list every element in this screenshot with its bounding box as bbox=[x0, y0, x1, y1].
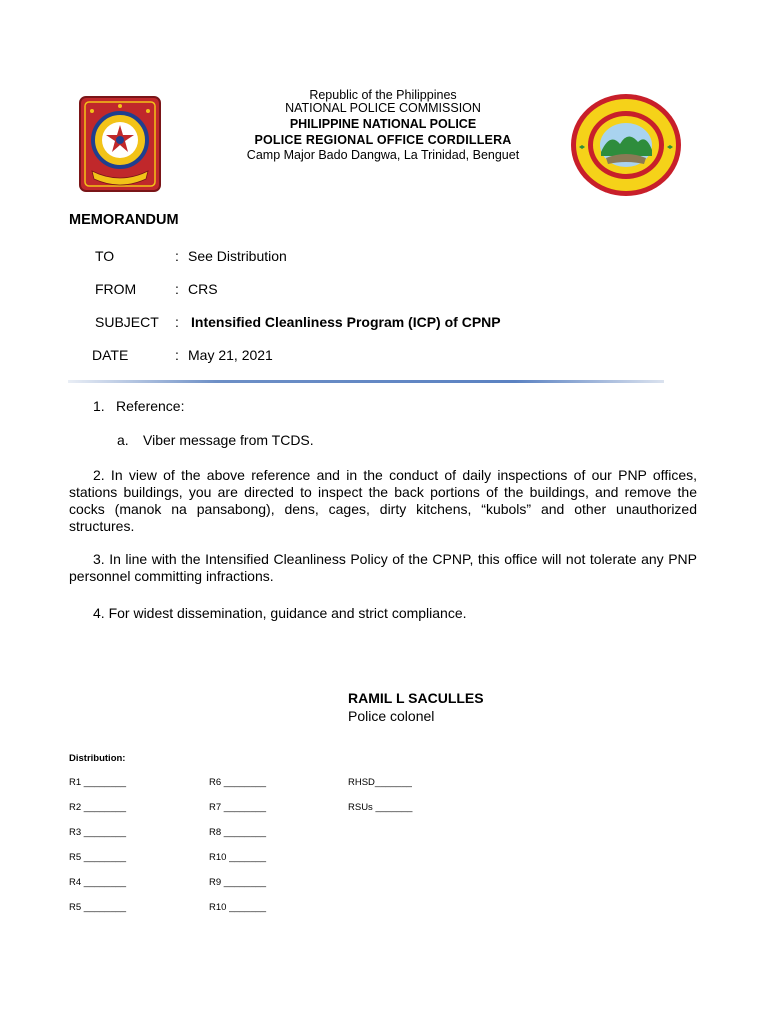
dist-item: R10 _______ bbox=[209, 852, 267, 863]
dist-item: R8 ________ bbox=[209, 827, 267, 838]
header-address: Camp Major Bado Dangwa, La Trinidad, Benguet bbox=[246, 148, 520, 162]
dist-item: R5 ________ bbox=[69, 852, 127, 863]
dist-item: R9 ________ bbox=[209, 877, 267, 888]
signatory-title: Police colonel bbox=[348, 708, 435, 724]
from-colon: : bbox=[175, 281, 179, 297]
dist-item: RHSD_______ bbox=[348, 777, 412, 788]
memo-title: MEMORANDUM bbox=[69, 212, 179, 228]
header-pnp: PHILIPPINE NATIONAL POLICE bbox=[289, 117, 477, 131]
header-regional-office: POLICE REGIONAL OFFICE CORDILLERA bbox=[254, 133, 512, 147]
para2: 2. In view of the above reference and in the conduct of daily inspections of our PNP offices, stations buildings, you are directed to inspect the back portions of the buildings, and remove the cocks (manok na pansabong), dens, cages, dirty kitchens, “kubols” and other unauthorized structures. bbox=[69, 467, 697, 534]
para4: 4. For widest dissemination, guidance and strict compliance. bbox=[93, 605, 467, 621]
header-republic: Republic of the Philippines bbox=[309, 88, 457, 102]
date-label: DATE bbox=[92, 347, 129, 363]
from-value: CRS bbox=[188, 281, 218, 297]
dist-item: R3 ________ bbox=[69, 827, 127, 838]
para1-text: Reference: bbox=[116, 398, 185, 414]
cordillera-seal-icon bbox=[568, 92, 684, 198]
pnp-seal-icon bbox=[78, 95, 162, 193]
date-colon: : bbox=[175, 347, 179, 363]
from-label: FROM bbox=[95, 281, 137, 297]
para1-number: 1. bbox=[93, 398, 105, 414]
to-colon: : bbox=[175, 248, 179, 264]
distribution-label: Distribution: bbox=[69, 753, 126, 764]
dist-item: R7 ________ bbox=[209, 802, 267, 813]
dist-item: R2 ________ bbox=[69, 802, 127, 813]
subject-colon: : bbox=[175, 314, 179, 330]
dist-item: RSUs _______ bbox=[348, 802, 413, 813]
dist-item: R6 ________ bbox=[209, 777, 267, 788]
separator-rule bbox=[68, 380, 664, 383]
date-value: May 21, 2021 bbox=[188, 347, 273, 363]
para1a-letter: a. bbox=[117, 432, 129, 448]
to-value: See Distribution bbox=[188, 248, 287, 264]
dist-item: R4 ________ bbox=[69, 877, 127, 888]
dist-item: R1 ________ bbox=[69, 777, 127, 788]
dist-item: R5 ________ bbox=[69, 902, 127, 913]
signatory-name: RAMIL L SACULLES bbox=[348, 690, 484, 706]
subject-value: Intensified Cleanliness Program (ICP) of CPNP bbox=[191, 314, 501, 330]
subject-label: SUBJECT bbox=[95, 314, 159, 330]
dist-item: R10 _______ bbox=[209, 902, 267, 913]
header-napolcom: NATIONAL POLICE COMMISSION bbox=[285, 101, 481, 115]
to-label: TO bbox=[95, 248, 115, 264]
para1a-text: Viber message from TCDS. bbox=[143, 432, 314, 448]
para3: 3. In line with the Intensified Cleanliness Policy of the CPNP, this office will not tolerate any PNP personnel committing infractions. bbox=[69, 551, 697, 584]
